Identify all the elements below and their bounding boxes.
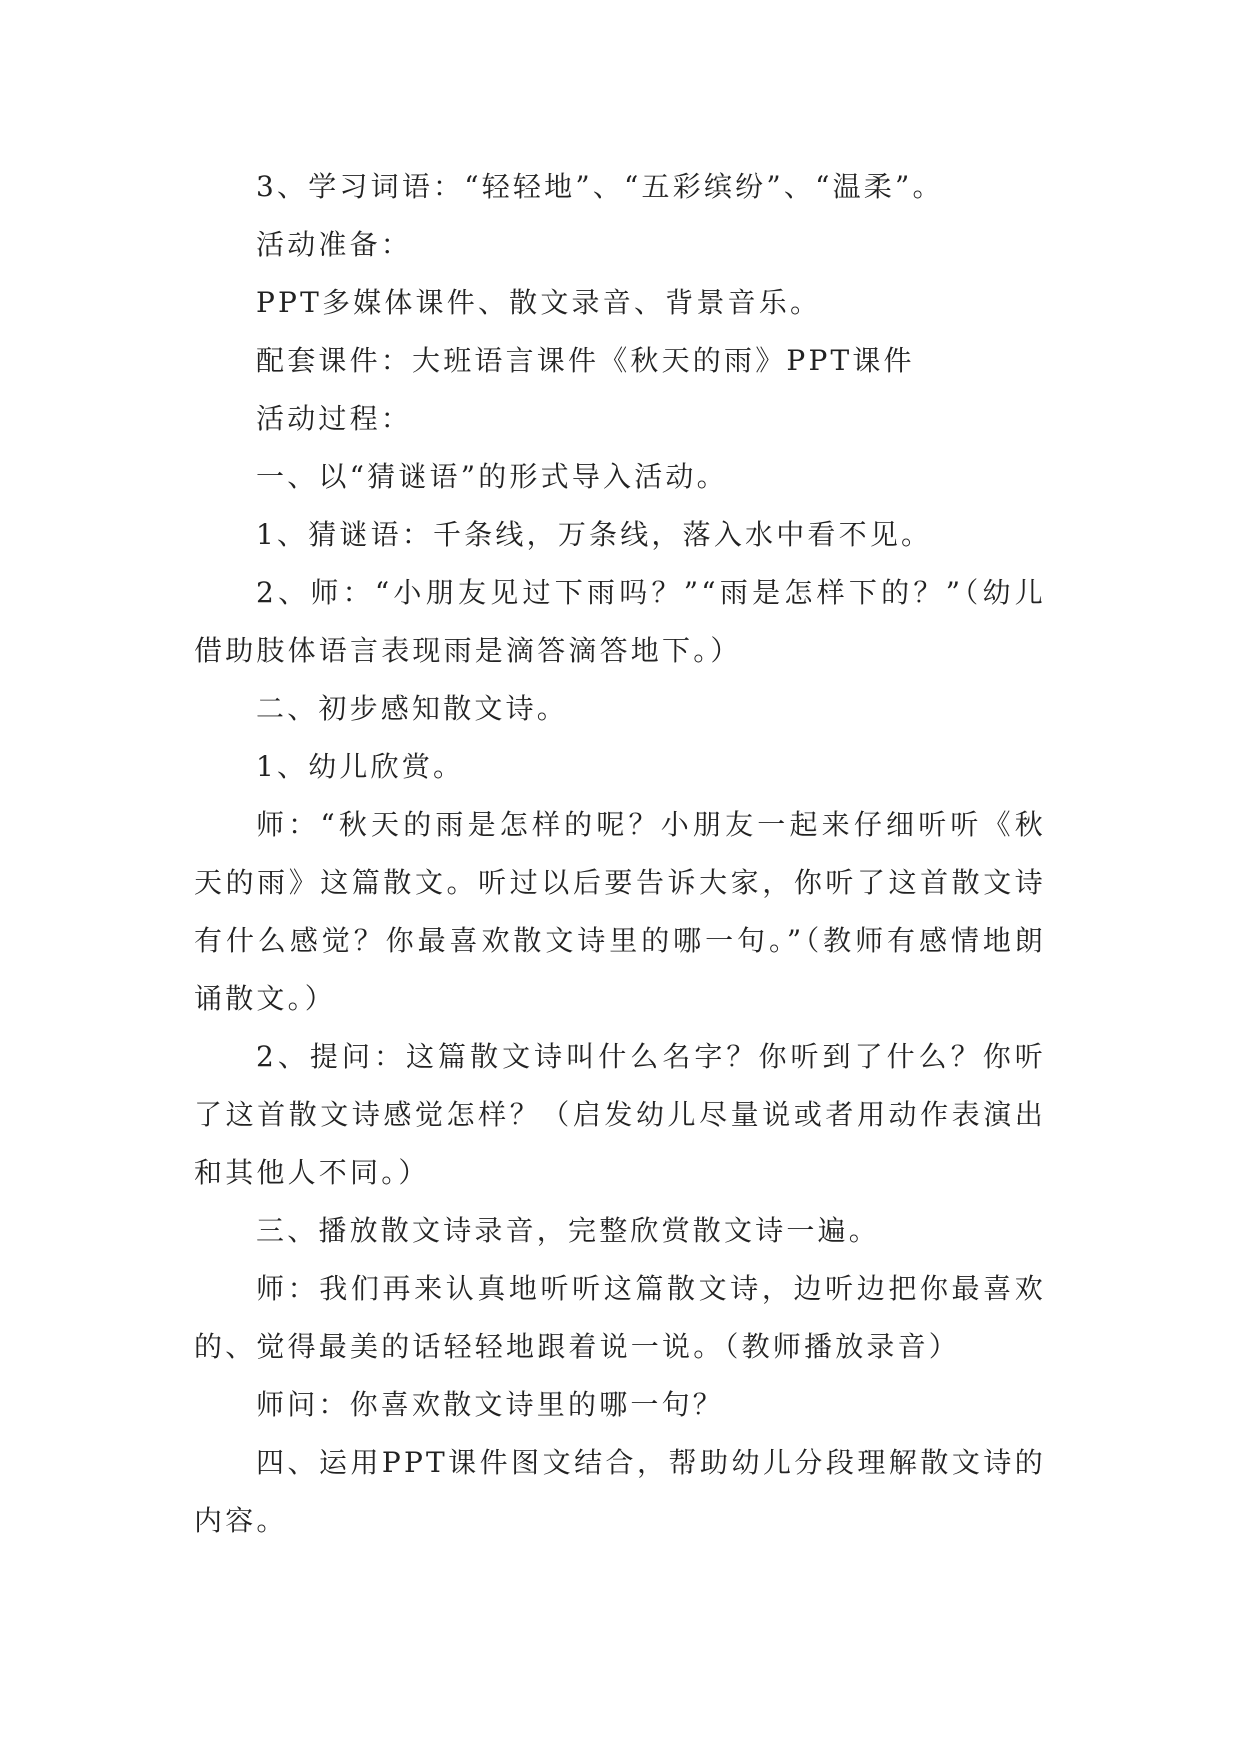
teacher-question: 师问：你喜欢散文诗里的哪一句？ (256, 1388, 725, 1421)
courseware-note: 配套课件：大班语言课件《秋天的雨》PPT课件 (256, 344, 915, 377)
objective-3: 3、学习词语：“轻轻地”、“五彩缤纷”、“温柔”。 (256, 170, 944, 203)
teacher-instruction: 师：我们再来认真地听听这篇散文诗，边听边把你最喜欢的、觉得最美的话轻轻地跟着说一说。（教师播放录音） (194, 1272, 1046, 1363)
section-4-heading: 四、运用PPT课件图文结合，帮助幼儿分段理解散文诗的内容。 (194, 1446, 1046, 1537)
step-2-question: 2、师：“小朋友见过下雨吗？”“雨是怎样下的？”（幼儿借助肢体语言表现雨是滴答滴答地下。） (194, 576, 1046, 667)
step-appreciate: 1、幼儿欣赏。 (256, 750, 465, 783)
document-body (194, 158, 1046, 1550)
teacher-prompt: 师：“秋天的雨是怎样的呢？小朋友一起来仔细听听《秋天的雨》这篇散文。听过以后要告诉大家，你听了这首散文诗有什么感觉？你最喜欢散文诗里的哪一句。”（教师有感情地朗诵散文。） (194, 808, 1046, 1015)
preparation-materials: PPT多媒体课件、散文录音、背景音乐。 (256, 286, 822, 319)
section-2-heading: 二、初步感知散文诗。 (256, 692, 569, 725)
process-heading: 活动过程： (256, 402, 413, 435)
preparation-heading: 活动准备： (256, 228, 413, 261)
step-questions: 2、提问：这篇散文诗叫什么名字？你听到了什么？你听了这首散文诗感觉怎样？（启发幼儿尽量说或者用动作表演出和其他人不同。） (194, 1040, 1046, 1189)
section-1-heading: 一、以“猜谜语”的形式导入活动。 (256, 460, 728, 493)
step-1-riddle: 1、猜谜语：千条线，万条线，落入水中看不见。 (256, 518, 933, 551)
section-3-heading: 三、播放散文诗录音，完整欣赏散文诗一遍。 (256, 1214, 881, 1247)
